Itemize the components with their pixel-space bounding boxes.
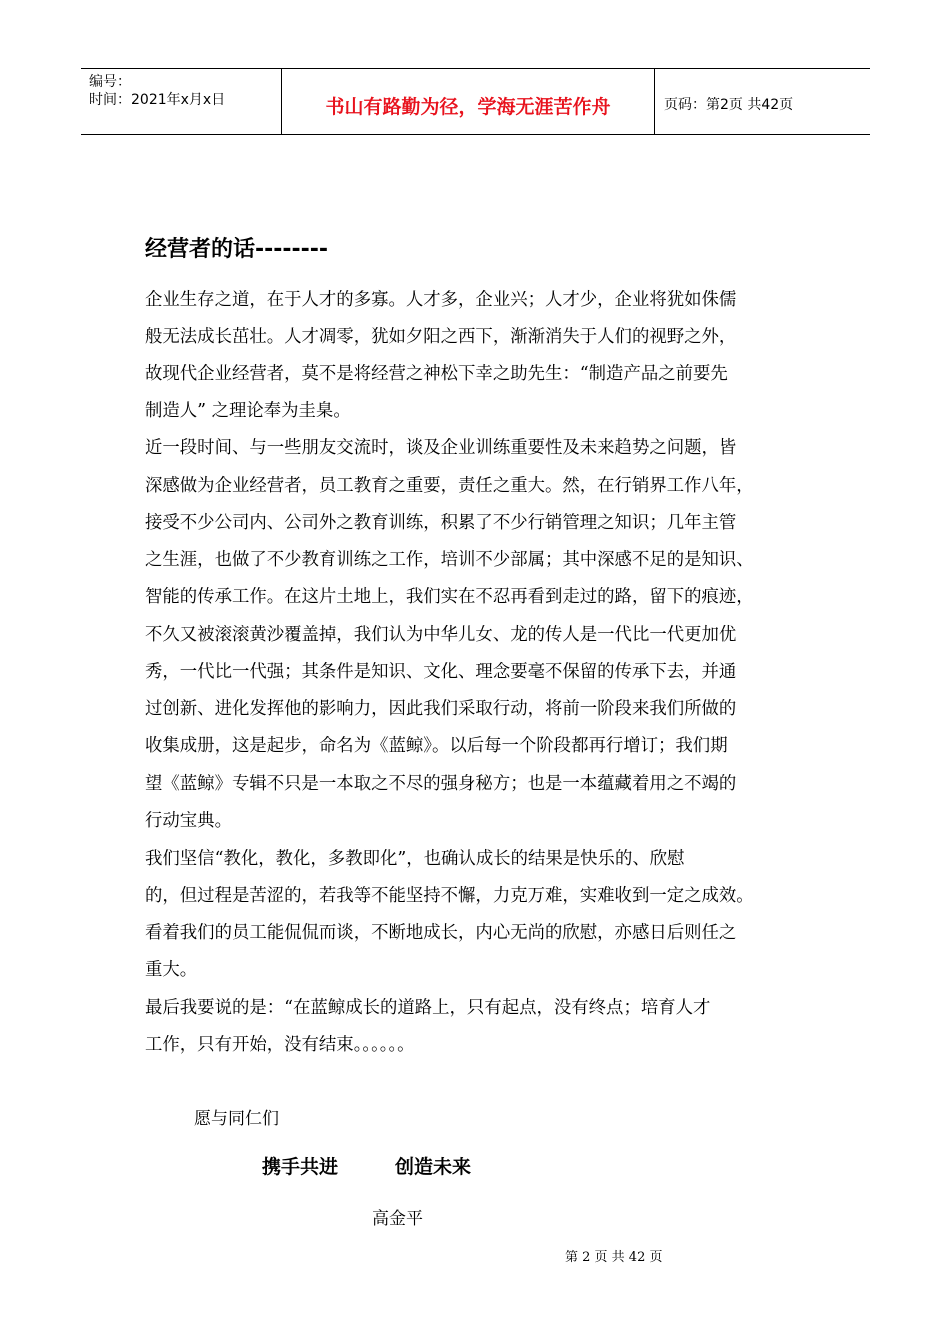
body-line: 企业生存之道，在于人才的多寡。人才多，企业兴；人才少，企业将犹如侏儒: [145, 290, 737, 310]
body-line: 接受不少公司内、公司外之教育训练，积累了不少行销管理之知识；几年主管: [145, 513, 737, 533]
slogan-join-hands: 携手共进: [262, 1156, 339, 1178]
header-table: [81, 68, 870, 135]
body-line: 之生涯，也做了不少教育训练之工作，培训不少部属；其中深感不足的是知识、: [145, 550, 754, 570]
body-line: 工作，只有开始，没有结束。。。。。。: [145, 1035, 415, 1055]
page-footer: 第 2 页 共 42 页: [565, 1250, 663, 1265]
slogan-create-future: 创造未来: [395, 1156, 472, 1178]
body-line: 故现代企业经营者，莫不是将经营之神松下幸之助先生：“制造产品之前要先: [145, 364, 728, 384]
body-line: 深感做为企业经营者，员工教育之重要，责任之重大。然，在行销界工作八年，: [145, 476, 754, 496]
number-label: 编号：: [89, 74, 131, 90]
body-line: 过创新、进化发挥他的影响力，因此我们采取行动，将前一阶段来我们所做的: [145, 699, 737, 719]
body-line: 我们坚信“教化，教化，多教即化”，也确认成长的结果是快乐的、欣慰: [145, 849, 685, 869]
body-line: 望《蓝鲸》专辑不只是一本取之不尽的强身秘方；也是一本蕴藏着用之不竭的: [145, 774, 737, 794]
body-line: 看着我们的员工能侃侃而谈，不断地成长，内心无尚的欣慰，亦感日后则任之: [145, 923, 737, 943]
article-title: 经营者的话--------: [145, 237, 329, 262]
body-line: 近一段时间、与一些朋友交流时，谈及企业训练重要性及未来趋势之问题，皆: [145, 438, 737, 458]
time-label: 时间：2021年x月x日: [89, 92, 226, 108]
body-line: 般无法成长茁壮。人才凋零，犹如夕阳之西下，渐渐消失于人们的视野之外，: [145, 327, 737, 347]
body-line: 行动宝典。: [145, 811, 232, 831]
header-motto: 书山有路勤为径，学海无涯苦作舟: [282, 69, 655, 134]
closing-wish: 愿与同仁们: [194, 1109, 279, 1129]
body-line: 重大。: [145, 960, 198, 980]
body-line: 不久又被滚滚黄沙覆盖掉，我们认为中华儿女、龙的传人是一代比一代更加优: [145, 625, 737, 645]
header-page-code: 页码：第2页 共42页: [664, 96, 794, 113]
body-line: 的，但过程是苦涩的，若我等不能坚持不懈，力克万难，实难收到一定之成效。: [145, 886, 754, 906]
body-line: 制造人” 之理论奉为圭臬。: [145, 401, 351, 421]
body-line: 收集成册，这是起步，命名为《蓝鲸》。以后每一个阶段都再行增订；我们期: [145, 736, 728, 756]
header-left-cell: [81, 69, 282, 134]
author-signature: 高金平: [372, 1209, 423, 1229]
body-line: 最后我要说的是：“在蓝鲸成长的道路上，只有起点，没有终点；培育人才: [145, 998, 711, 1018]
body-line: 智能的传承工作。在这片土地上，我们实在不忍再看到走过的路，留下的痕迹，: [145, 587, 754, 607]
body-line: 秀，一代比一代强；其条件是知识、文化、理念要毫不保留的传承下去，并通: [145, 662, 737, 682]
